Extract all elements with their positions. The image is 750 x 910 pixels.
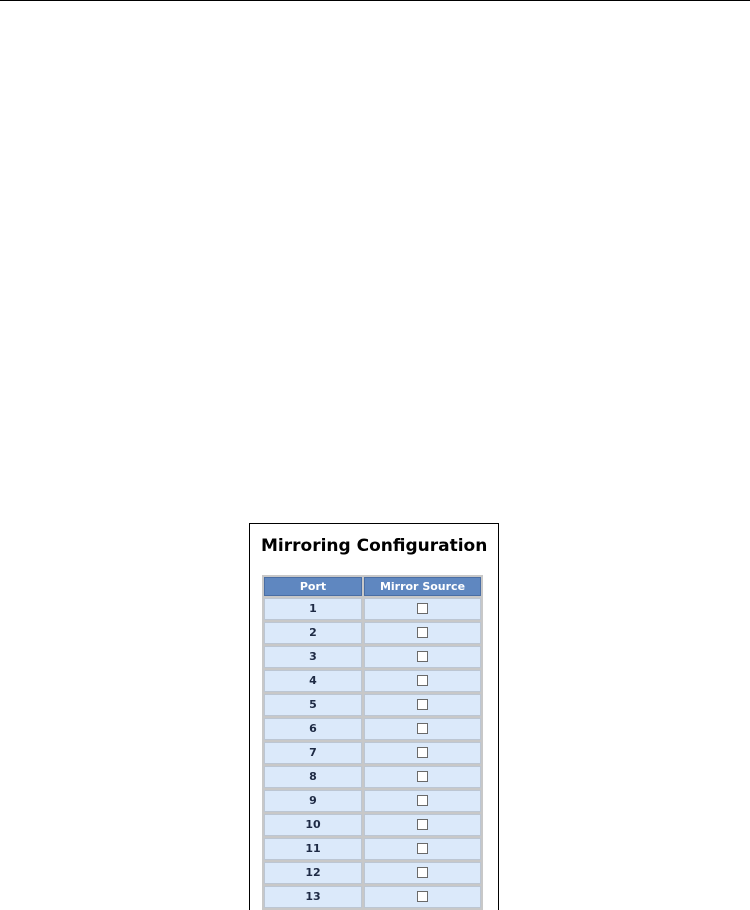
mirror-source-checkbox[interactable] <box>417 771 428 782</box>
table-body <box>264 598 481 908</box>
mirror-source-checkbox[interactable] <box>417 819 428 830</box>
mirror-source-cell <box>364 790 481 812</box>
mirror-source-cell <box>364 622 481 644</box>
table-row <box>264 814 481 836</box>
mirror-source-checkbox[interactable] <box>417 867 428 878</box>
page-top-rule <box>0 0 750 1</box>
port-number: 3 <box>264 646 362 668</box>
table-row <box>264 862 481 884</box>
column-header-mirror-source: Mirror Source <box>364 577 481 596</box>
mirror-source-checkbox[interactable] <box>417 651 428 662</box>
column-header-port: Port <box>264 577 362 596</box>
mirror-source-cell <box>364 862 481 884</box>
page-title: Mirroring Configuration <box>261 536 488 556</box>
mirror-source-cell <box>364 742 481 764</box>
mirror-source-checkbox[interactable] <box>417 675 428 686</box>
port-number: 13 <box>264 886 362 908</box>
mirror-source-cell <box>364 838 481 860</box>
port-number: 11 <box>264 838 362 860</box>
mirror-source-cell <box>364 670 481 692</box>
port-number: 10 <box>264 814 362 836</box>
table-row <box>264 838 481 860</box>
mirror-table <box>262 575 483 910</box>
mirror-source-checkbox[interactable] <box>417 747 428 758</box>
mirror-source-checkbox[interactable] <box>417 699 428 710</box>
table-row <box>264 598 481 620</box>
mirror-source-checkbox[interactable] <box>417 603 428 614</box>
table-row <box>264 670 481 692</box>
table-row <box>264 766 481 788</box>
table-row <box>264 742 481 764</box>
mirror-source-checkbox[interactable] <box>417 795 428 806</box>
port-number: 6 <box>264 718 362 740</box>
port-number: 2 <box>264 622 362 644</box>
mirror-source-cell <box>364 814 481 836</box>
mirror-source-checkbox[interactable] <box>417 843 428 854</box>
table-row <box>264 790 481 812</box>
table-header-row <box>264 577 481 596</box>
port-number: 5 <box>264 694 362 716</box>
table-row <box>264 694 481 716</box>
port-number: 9 <box>264 790 362 812</box>
port-number: 7 <box>264 742 362 764</box>
table-row <box>264 646 481 668</box>
mirror-source-cell <box>364 718 481 740</box>
table-row <box>264 718 481 740</box>
port-number: 4 <box>264 670 362 692</box>
mirror-source-cell <box>364 694 481 716</box>
port-number: 8 <box>264 766 362 788</box>
mirror-source-cell <box>364 646 481 668</box>
mirror-source-cell <box>364 766 481 788</box>
mirror-source-checkbox[interactable] <box>417 723 428 734</box>
mirror-source-checkbox[interactable] <box>417 891 428 902</box>
mirror-source-checkbox[interactable] <box>417 627 428 638</box>
port-number: 12 <box>264 862 362 884</box>
table-row <box>264 886 481 908</box>
table-row <box>264 622 481 644</box>
mirroring-panel <box>249 523 499 910</box>
mirror-source-cell <box>364 598 481 620</box>
port-number: 1 <box>264 598 362 620</box>
mirror-source-cell <box>364 886 481 908</box>
